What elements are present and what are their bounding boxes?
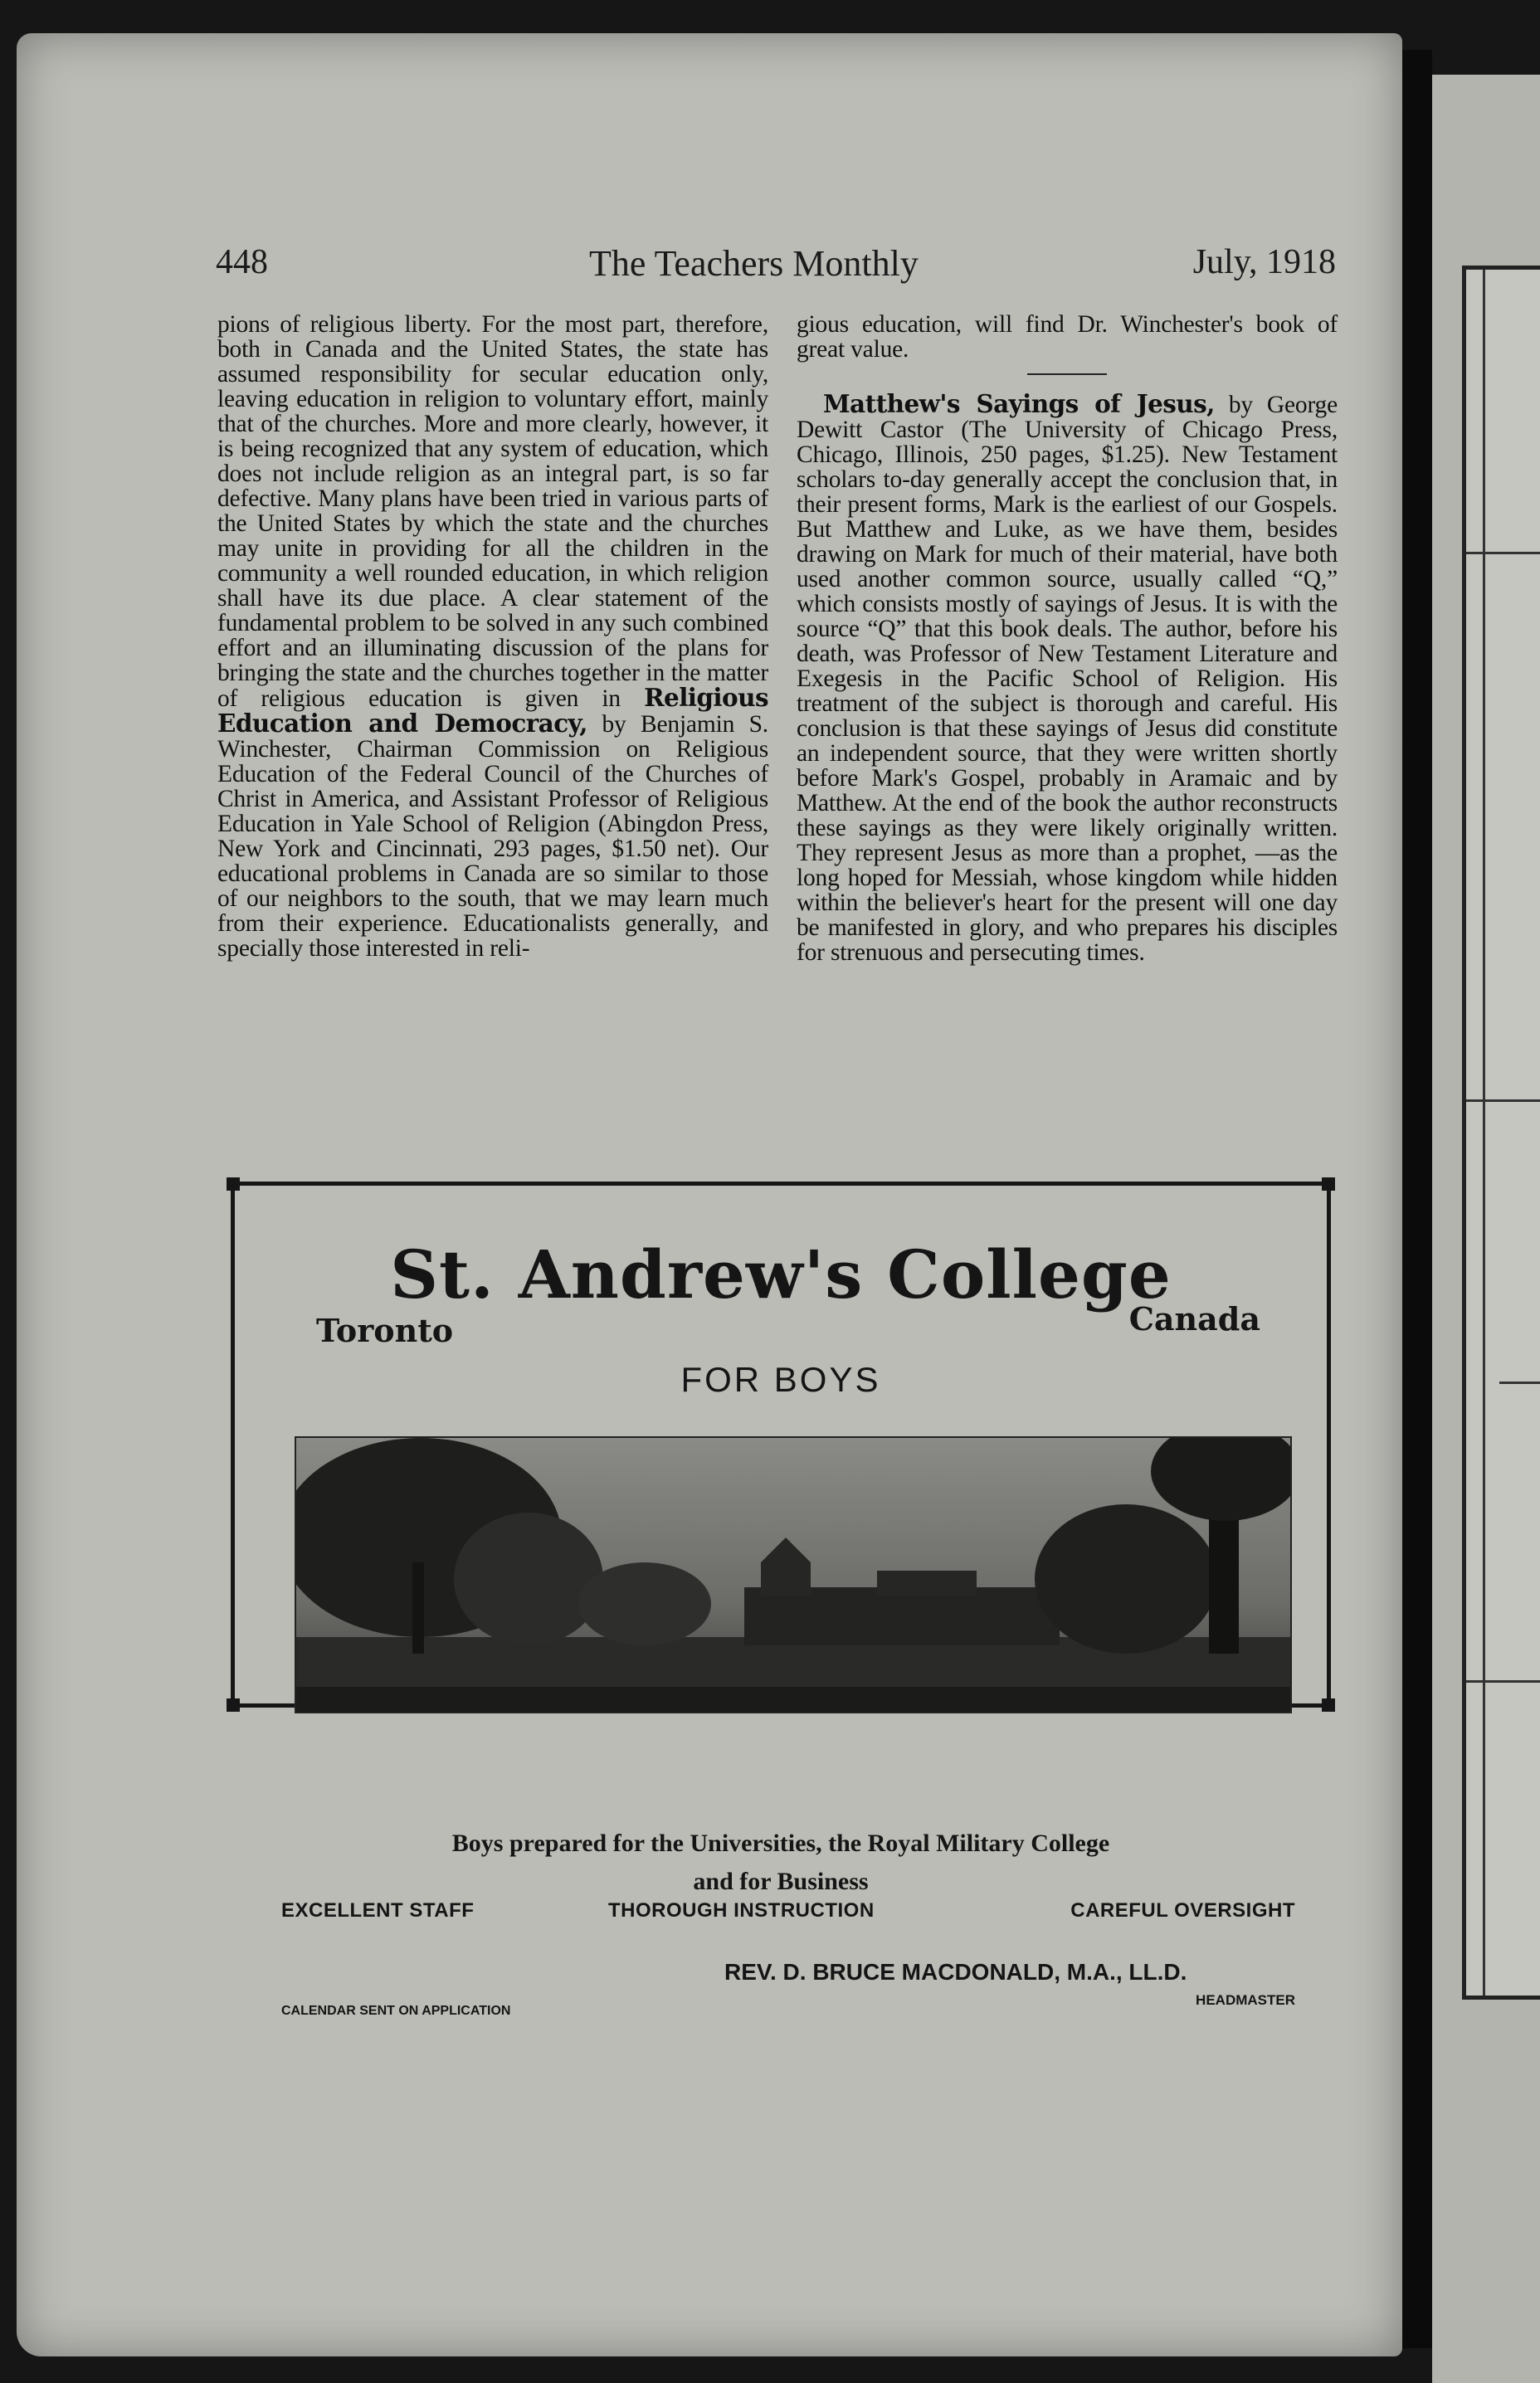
ad-tagline-line-1: Boys prepared for the Universities, the Royal Military College xyxy=(451,1830,1110,1857)
page-number: 448 xyxy=(216,243,268,281)
section-divider xyxy=(1027,373,1107,375)
border-corner-ornament xyxy=(1322,1698,1335,1712)
college-photo-illustration xyxy=(296,1438,1290,1712)
paragraph-right-1: gious education, will find Dr. Winchester's book of great value. xyxy=(797,311,1338,363)
paragraph-left xyxy=(217,312,768,961)
college-advertisement xyxy=(231,1182,1331,2018)
ad-tagline xyxy=(235,1825,1327,1901)
running-header xyxy=(216,242,1336,292)
ad-feature-oversight: CAREFUL OVERSIGHT xyxy=(1070,1899,1295,1922)
ad-calendar-note: CALENDAR SENT ON APPLICATION xyxy=(281,2004,511,2018)
border-corner-ornament xyxy=(227,1177,240,1191)
paragraph-text: by George Dewitt Castor (The University of Chicago Press, Chicago, Illinois, 250 pages, $1.25). New Testament scholars to-day generally accept the conclusion that, in their present forms, Mark is the earliest of our Gospels. But Matthew and Luke, as we have them, besides drawing on Mark for much of their material, have both used another common source, usually called “Q,” which consists mostly of sayings of Jesus. It is with the source “Q” that this book deals. The author, before his death, was Professor of New Testament Literature and Exegesis in the Pacific School of Religion. His treatment of the subject is thorough and careful. His conclusion is that these sayings of Jesus did constitute an independent source, that they were written shortly before Mark's Gospel, probably in Aramaic and by Matthew. At the end of the book the author reconstructs these sayings as they were likely originally written. They represent Jesus as more than a prophet, —as the long hoped for Messiah, whose kingdom while hidden within the believer's heart for the present will one day be manifested in glory, and who prepares his disciples for strenuous and persecuting times. xyxy=(797,392,1338,966)
ad-city-left: Toronto xyxy=(316,1312,454,1349)
article-column-left xyxy=(217,312,768,961)
border-corner-ornament xyxy=(1322,1177,1335,1191)
paragraph-text: pions of religious liberty. For the most part, therefore, both in Canada and the United States, the state has assumed responsibility for secular education only, leaving education in religion to voluntary effort, mainly that of the churches. More and more clearly, however, it is being recognized that any system of education, which does not include religion as an integral part, is so far defective. Many plans have been tried in various parts of the United States by which the state and the churches may unite in providing for all the children in the community a well rounded education, in which religion shall have its due place. A clear statement of the fundamental problem to be solved in any such combined effort and an illuminating discussion of the plans for bringing the state and the churches together in the matter of religious education is given in xyxy=(217,311,768,712)
adjacent-map-fragment xyxy=(1462,266,1540,2000)
issue-date: July, 1918 xyxy=(1192,243,1336,281)
book-title-matthews-sayings: Matthew's Sayings of Jesus, xyxy=(823,389,1215,418)
paragraph-text-cont: by Benjamin S. Winchester, Chairman Commission on Religious Education of the Federal Council of the Churches of Christ in America, and Assistant Professor of Religious Education in Yale School of Religion (Abingdon Press, New York and Cincinnati, 293 pages, $1.50 net). Our educational problems in Canada are so similar to those of our neighbors to the south, that we may learn much from their experience. Educationalists generally, and specially those interested in reli- xyxy=(217,711,768,962)
ad-feature-staff: EXCELLENT STAFF xyxy=(281,1899,475,1922)
ad-subtitle: FOR BOYS xyxy=(680,1360,881,1399)
ad-principal-name: REV. D. BRUCE MACDONALD, M.A., LL.D. xyxy=(724,1959,1187,1985)
article-column-right xyxy=(797,312,1338,965)
border-corner-ornament xyxy=(227,1698,240,1712)
book-spine xyxy=(1402,50,1432,2348)
ad-feature-instruction: THOROUGH INSTRUCTION xyxy=(608,1899,875,1922)
ad-title: St. Andrew's College xyxy=(390,1235,1172,1313)
ad-principal-role: HEADMASTER xyxy=(1196,1992,1295,2008)
magazine-title: The Teachers Monthly xyxy=(589,243,919,284)
ad-tagline-line-2: and for Business xyxy=(693,1868,869,1895)
paragraph-right-2 xyxy=(797,389,1338,966)
college-photograph xyxy=(295,1436,1292,1713)
book-title-religious-education: Religious Education and Democracy, xyxy=(217,683,768,738)
ad-city-right: Canada xyxy=(1128,1300,1260,1338)
